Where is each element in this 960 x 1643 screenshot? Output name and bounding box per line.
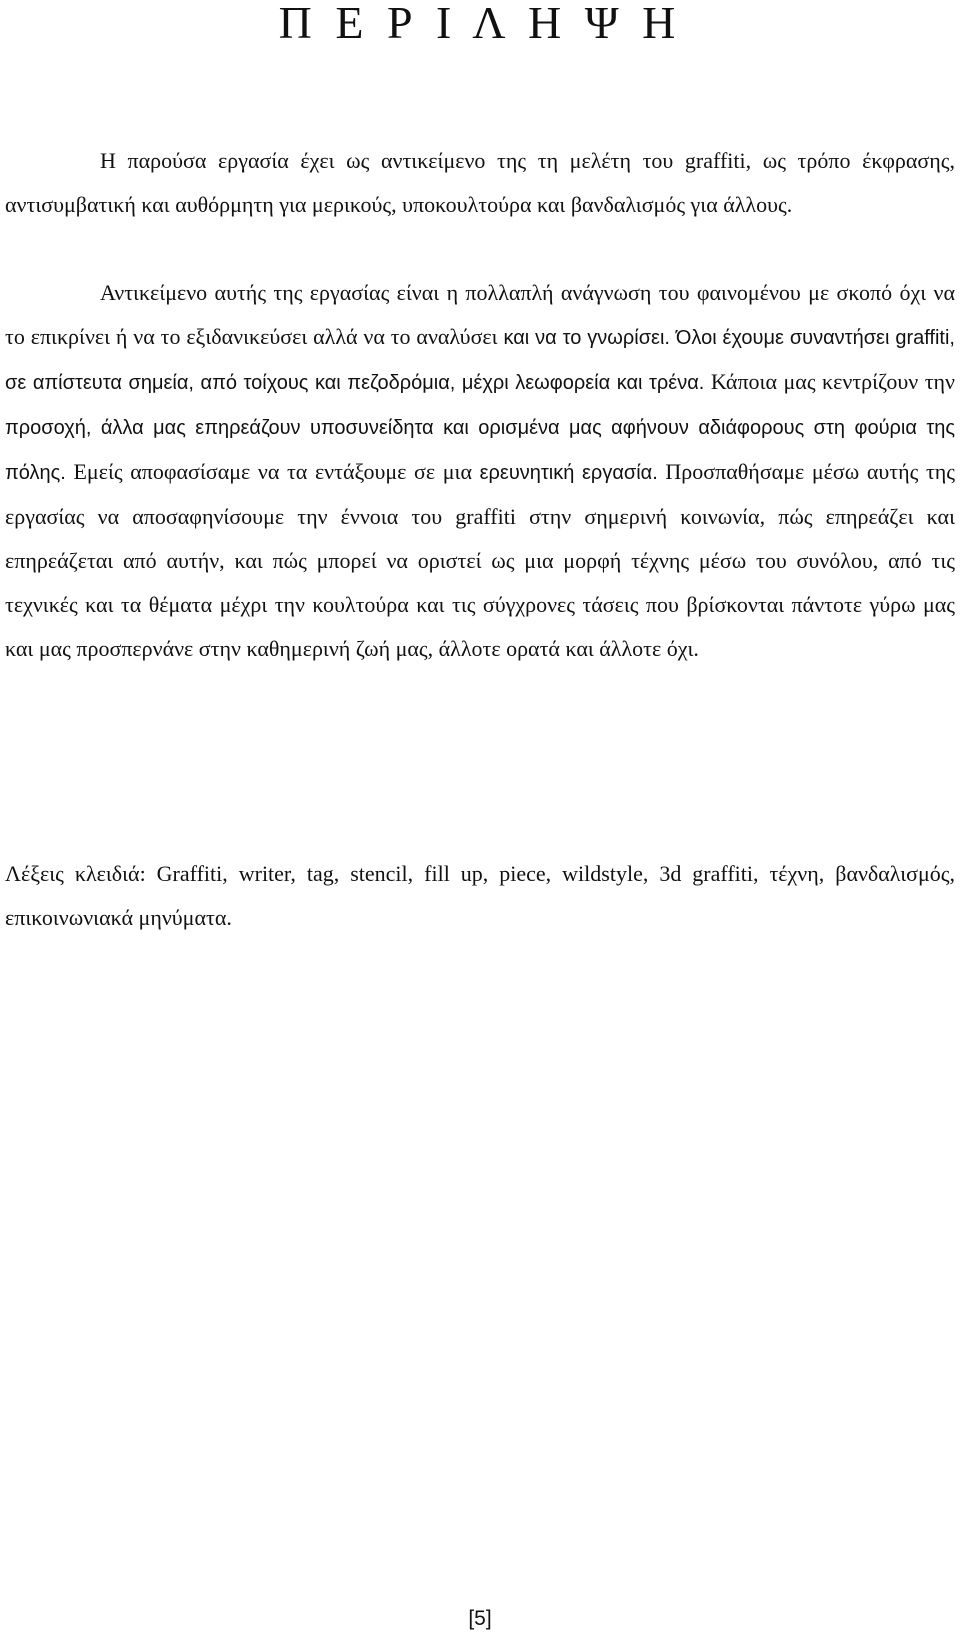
paragraph-2-segment: προσοχή, άλλα μας επηρεάζουν υποσυνείδητα και ορισμένα μας αφήνουν αδιάφορους στη φούρια της πόλης.	[5, 417, 955, 484]
paragraph-2-segment: ερευνητική εργασία.	[479, 462, 658, 484]
summary-paragraph-1: Η παρούσα εργασία έχει ως αντικείμενο της τη μελέτη του graffiti, ως τρόπο έκφρασης, αντισυμβατική και αυθόρμητη για μερικούς, υποκουλτούρα και βανδαλισμός για άλλους.	[5, 148, 955, 217]
page-title: Π Ε Ρ Ι Λ Η Ψ Η	[278, 0, 682, 48]
page-number: [5]	[468, 1607, 492, 1630]
paragraph-2-segment: Εμείς αποφασίσαμε να τα εντάξουμε σε μια	[65, 459, 480, 484]
summary-paragraph-2	[5, 271, 955, 671]
keywords-label: Λέξεις κλειδιά:	[5, 861, 146, 886]
keywords-list: Graffiti, writer, tag, stencil, fill up, piece, wildstyle, 3d graffiti, τέχνη, βανδαλισμός, επικοινωνιακά μηνύματα.	[5, 861, 955, 930]
paragraph-2-segment: και να το γνωρίσει. Όλοι έχουμε συναντήσει graffiti, σε απίστευτα σημεία, από τοίχους και πεζοδρόμια, μέχρι λεωφορεία και τρένα.	[5, 327, 955, 394]
paragraph-2-segment: Προσπαθήσαμε μέσω αυτής της εργασίας να αποσαφηνίσουμε την έννοια του graffiti στην σημερινή κοινωνία, πώς επηρεάζει και επηρεάζεται από αυτήν, και πώς μπορεί να οριστεί ως μια μορφή τέχνης μέσω του συνόλου, από τις τεχνικές και τα θέματα μέχρι την κουλτούρα και τις σύγχρονες τάσεις που βρίσκονται πάντοτε γύρω μας και μας προσπερνάνε στην καθημερινή ζωή μας, άλλοτε ορατά και άλλοτε όχι.	[5, 459, 955, 661]
keywords-paragraph	[5, 852, 955, 940]
paragraph-2-segment: Αντικείμενο αυτής της εργασίας είναι η πολλαπλή ανάγνωση του φαινομένου με σκοπό όχι να το επικρίνει ή να το εξιδανικεύσει αλλά να το αναλύσει	[5, 280, 955, 349]
paragraph-2-segment: Κάποια μας κεντρίζουν την	[704, 369, 955, 394]
